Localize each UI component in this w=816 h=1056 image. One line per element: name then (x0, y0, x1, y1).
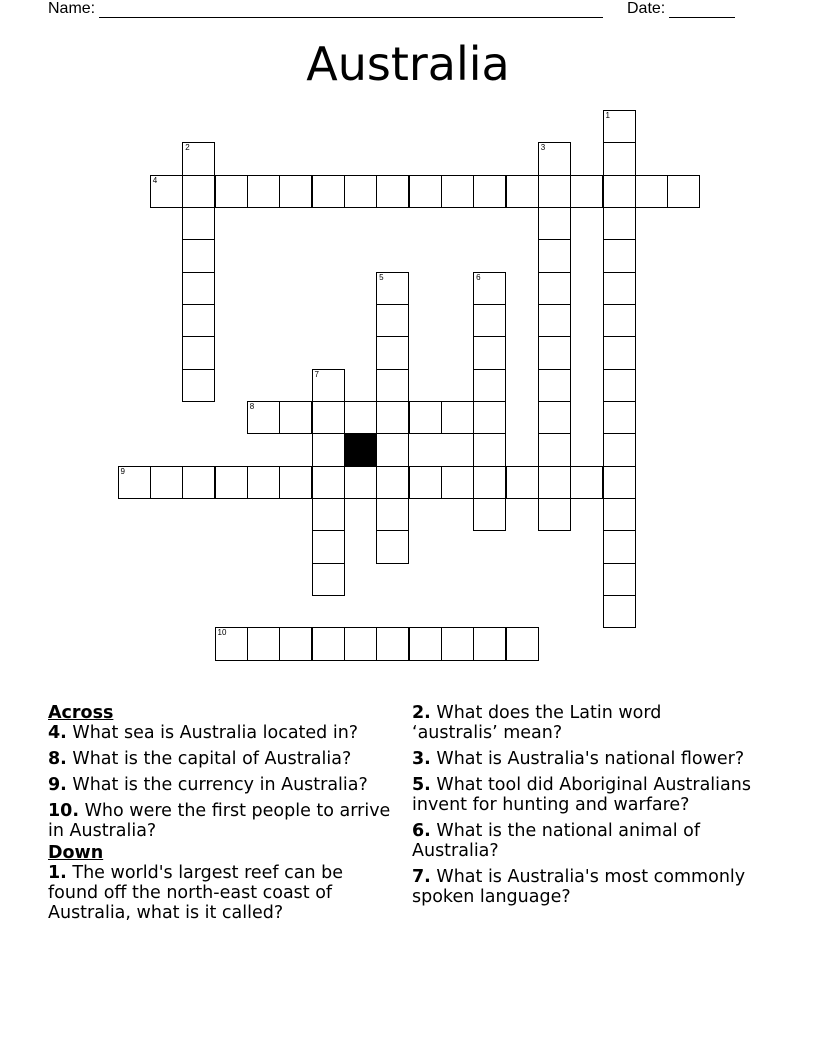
grid-cell[interactable] (279, 175, 312, 208)
clue-down-2 (412, 703, 752, 743)
grid-cell[interactable] (182, 142, 215, 175)
clue-text: What is the national animal of Australia? (412, 821, 700, 861)
grid-cell[interactable] (376, 433, 409, 466)
grid-cell[interactable] (376, 530, 409, 563)
grid-cell[interactable] (603, 207, 636, 240)
grid-cell[interactable] (376, 466, 409, 499)
grid-cell[interactable] (506, 466, 539, 499)
clue-text: Who were the first people to arrive in Australia? (48, 801, 391, 841)
grid-cell[interactable] (409, 466, 442, 499)
clue-across-9 (48, 775, 398, 795)
clue-number: 10. (48, 801, 80, 821)
grid-cell[interactable] (312, 175, 345, 208)
clue-text: What is Australia's most commonly spoken language? (412, 867, 746, 907)
clue-down-7 (412, 867, 752, 907)
date-field (627, 0, 735, 18)
grid-cell[interactable] (344, 175, 377, 208)
grid-cell[interactable] (376, 498, 409, 531)
grid-cell[interactable] (376, 401, 409, 434)
grid-cell[interactable] (409, 401, 442, 434)
grid-cell[interactable] (538, 401, 571, 434)
clue-number: 2. (412, 703, 431, 723)
grid-cell[interactable] (473, 466, 506, 499)
grid-cell[interactable] (603, 433, 636, 466)
grid-cell[interactable] (603, 239, 636, 272)
grid-cell[interactable] (344, 466, 377, 499)
grid-cell[interactable] (538, 498, 571, 531)
grid-cell[interactable] (312, 433, 345, 466)
grid-cell[interactable] (182, 272, 215, 305)
grid-cell[interactable] (182, 239, 215, 272)
black-square (344, 433, 377, 466)
grid-cell[interactable] (409, 175, 442, 208)
clue-number-label: 7 (314, 369, 319, 379)
grid-cell[interactable] (150, 175, 183, 208)
grid-cell[interactable] (312, 530, 345, 563)
grid-cell[interactable] (376, 369, 409, 402)
clue-number-label: 5 (379, 272, 384, 282)
grid-cell[interactable] (344, 401, 377, 434)
grid-cell[interactable] (538, 207, 571, 240)
grid-cell[interactable] (538, 142, 571, 175)
grid-cell[interactable] (538, 336, 571, 369)
clue-text: What tool did Aboriginal Australians invent for hunting and warfare? (412, 775, 751, 815)
clue-across-8 (48, 749, 398, 769)
clue-text: What is Australia's national flower? (436, 749, 745, 769)
grid-cell[interactable] (247, 627, 280, 660)
grid-cell[interactable] (150, 466, 183, 499)
grid-cell[interactable] (603, 272, 636, 305)
name-line[interactable] (99, 1, 603, 18)
grid-cell[interactable] (506, 175, 539, 208)
grid-cell[interactable] (312, 369, 345, 402)
grid-cell[interactable] (182, 466, 215, 499)
clue-text: What does the Latin word ‘australis’ mean? (412, 703, 662, 743)
grid-cell[interactable] (473, 304, 506, 337)
grid-cell[interactable] (473, 433, 506, 466)
grid-cell[interactable] (118, 466, 151, 499)
grid-cell[interactable] (312, 627, 345, 660)
grid-cell[interactable] (603, 563, 636, 596)
grid-cell[interactable] (473, 401, 506, 434)
grid-cell[interactable] (538, 369, 571, 402)
clue-text: What is the currency in Australia? (72, 775, 368, 795)
grid-cell[interactable] (344, 627, 377, 660)
grid-cell[interactable] (506, 627, 539, 660)
grid-cell[interactable] (603, 304, 636, 337)
grid-cell[interactable] (376, 627, 409, 660)
grid-cell[interactable] (182, 207, 215, 240)
grid-cell[interactable] (376, 336, 409, 369)
name-field (48, 0, 603, 18)
clue-number-label: 8 (249, 402, 255, 411)
clues-left-column (48, 703, 398, 929)
clue-number: 4. (48, 723, 67, 743)
date-line[interactable] (669, 1, 735, 18)
grid-cell[interactable] (312, 498, 345, 531)
grid-cell[interactable] (441, 627, 474, 660)
grid-cell[interactable] (570, 175, 603, 208)
grid-cell[interactable] (603, 110, 636, 143)
clue-number-label: 6 (476, 272, 481, 282)
grid-cell[interactable] (376, 175, 409, 208)
clue-number: 9. (48, 775, 67, 795)
grid-cell[interactable] (635, 175, 668, 208)
grid-cell[interactable] (603, 142, 636, 175)
clue-number: 3. (412, 749, 431, 769)
grid-cell[interactable] (538, 433, 571, 466)
clue-down-6 (412, 821, 752, 861)
clue-number-label: 10 (217, 628, 227, 638)
grid-cell[interactable] (312, 466, 345, 499)
across-heading: Across (48, 703, 114, 723)
date-label: Date: (627, 0, 666, 17)
grid-cell[interactable] (603, 595, 636, 628)
grid-cell[interactable] (538, 304, 571, 337)
grid-cell[interactable] (603, 336, 636, 369)
grid-cell[interactable] (441, 175, 474, 208)
clue-number-label: 4 (152, 175, 158, 185)
grid-cell[interactable] (538, 175, 571, 208)
clue-number-label: 2 (185, 143, 190, 153)
grid-cell[interactable] (247, 175, 280, 208)
grid-cell[interactable] (215, 175, 248, 208)
grid-cell[interactable] (603, 175, 636, 208)
clue-number-label: 3 (540, 143, 546, 153)
clue-across-10 (48, 801, 398, 841)
grid-cell[interactable] (409, 627, 442, 660)
grid-cell[interactable] (182, 304, 215, 337)
grid-cell[interactable] (473, 272, 506, 305)
grid-cell[interactable] (279, 401, 312, 434)
clue-text: The world's largest reef can be found off the north-east coast of Australia, what is it called? (48, 863, 344, 923)
grid-cell[interactable] (538, 272, 571, 305)
grid-cell[interactable] (441, 466, 474, 499)
grid-cell[interactable] (473, 627, 506, 660)
grid-cell[interactable] (312, 401, 345, 434)
grid-cell[interactable] (247, 401, 280, 434)
grid-cell[interactable] (182, 336, 215, 369)
grid-cell[interactable] (667, 175, 700, 208)
grid-cell[interactable] (312, 563, 345, 596)
clue-down-1 (48, 863, 398, 923)
grid-cell[interactable] (473, 175, 506, 208)
clue-down-3 (412, 749, 752, 769)
grid-cell[interactable] (603, 498, 636, 531)
grid-cell[interactable] (376, 304, 409, 337)
grid-cell[interactable] (603, 466, 636, 499)
grid-cell[interactable] (538, 466, 571, 499)
clue-number: 8. (48, 749, 67, 769)
clue-number-label: 9 (120, 466, 125, 476)
clues-right-column (412, 703, 752, 913)
grid-cell[interactable] (603, 401, 636, 434)
name-label: Name: (48, 0, 96, 17)
grid-cell[interactable] (441, 401, 474, 434)
clue-number: 5. (412, 775, 431, 795)
clue-number: 1. (48, 863, 67, 883)
grid-cell[interactable] (570, 466, 603, 499)
grid-cell[interactable] (603, 369, 636, 402)
grid-cell[interactable] (215, 627, 248, 660)
grid-cell[interactable] (182, 369, 215, 402)
clue-text: What sea is Australia located in? (72, 723, 359, 743)
grid-cell[interactable] (215, 466, 248, 499)
grid-cell[interactable] (279, 466, 312, 499)
clue-number: 6. (412, 821, 431, 841)
clue-across-4 (48, 723, 398, 743)
grid-cell[interactable] (279, 627, 312, 660)
grid-cell[interactable] (182, 175, 215, 208)
clue-number: 7. (412, 867, 431, 887)
grid-cell[interactable] (247, 466, 280, 499)
clue-text: What is the capital of Australia? (72, 749, 352, 769)
clue-number-label: 1 (605, 111, 610, 120)
page-title: Australia (306, 37, 510, 91)
grid-cell[interactable] (473, 498, 506, 531)
grid-cell[interactable] (603, 530, 636, 563)
down-heading: Down (48, 843, 104, 863)
grid-cell[interactable] (376, 272, 409, 305)
grid-cell[interactable] (473, 369, 506, 402)
grid-cell[interactable] (538, 239, 571, 272)
grid-cell[interactable] (473, 336, 506, 369)
clue-down-5 (412, 775, 752, 815)
